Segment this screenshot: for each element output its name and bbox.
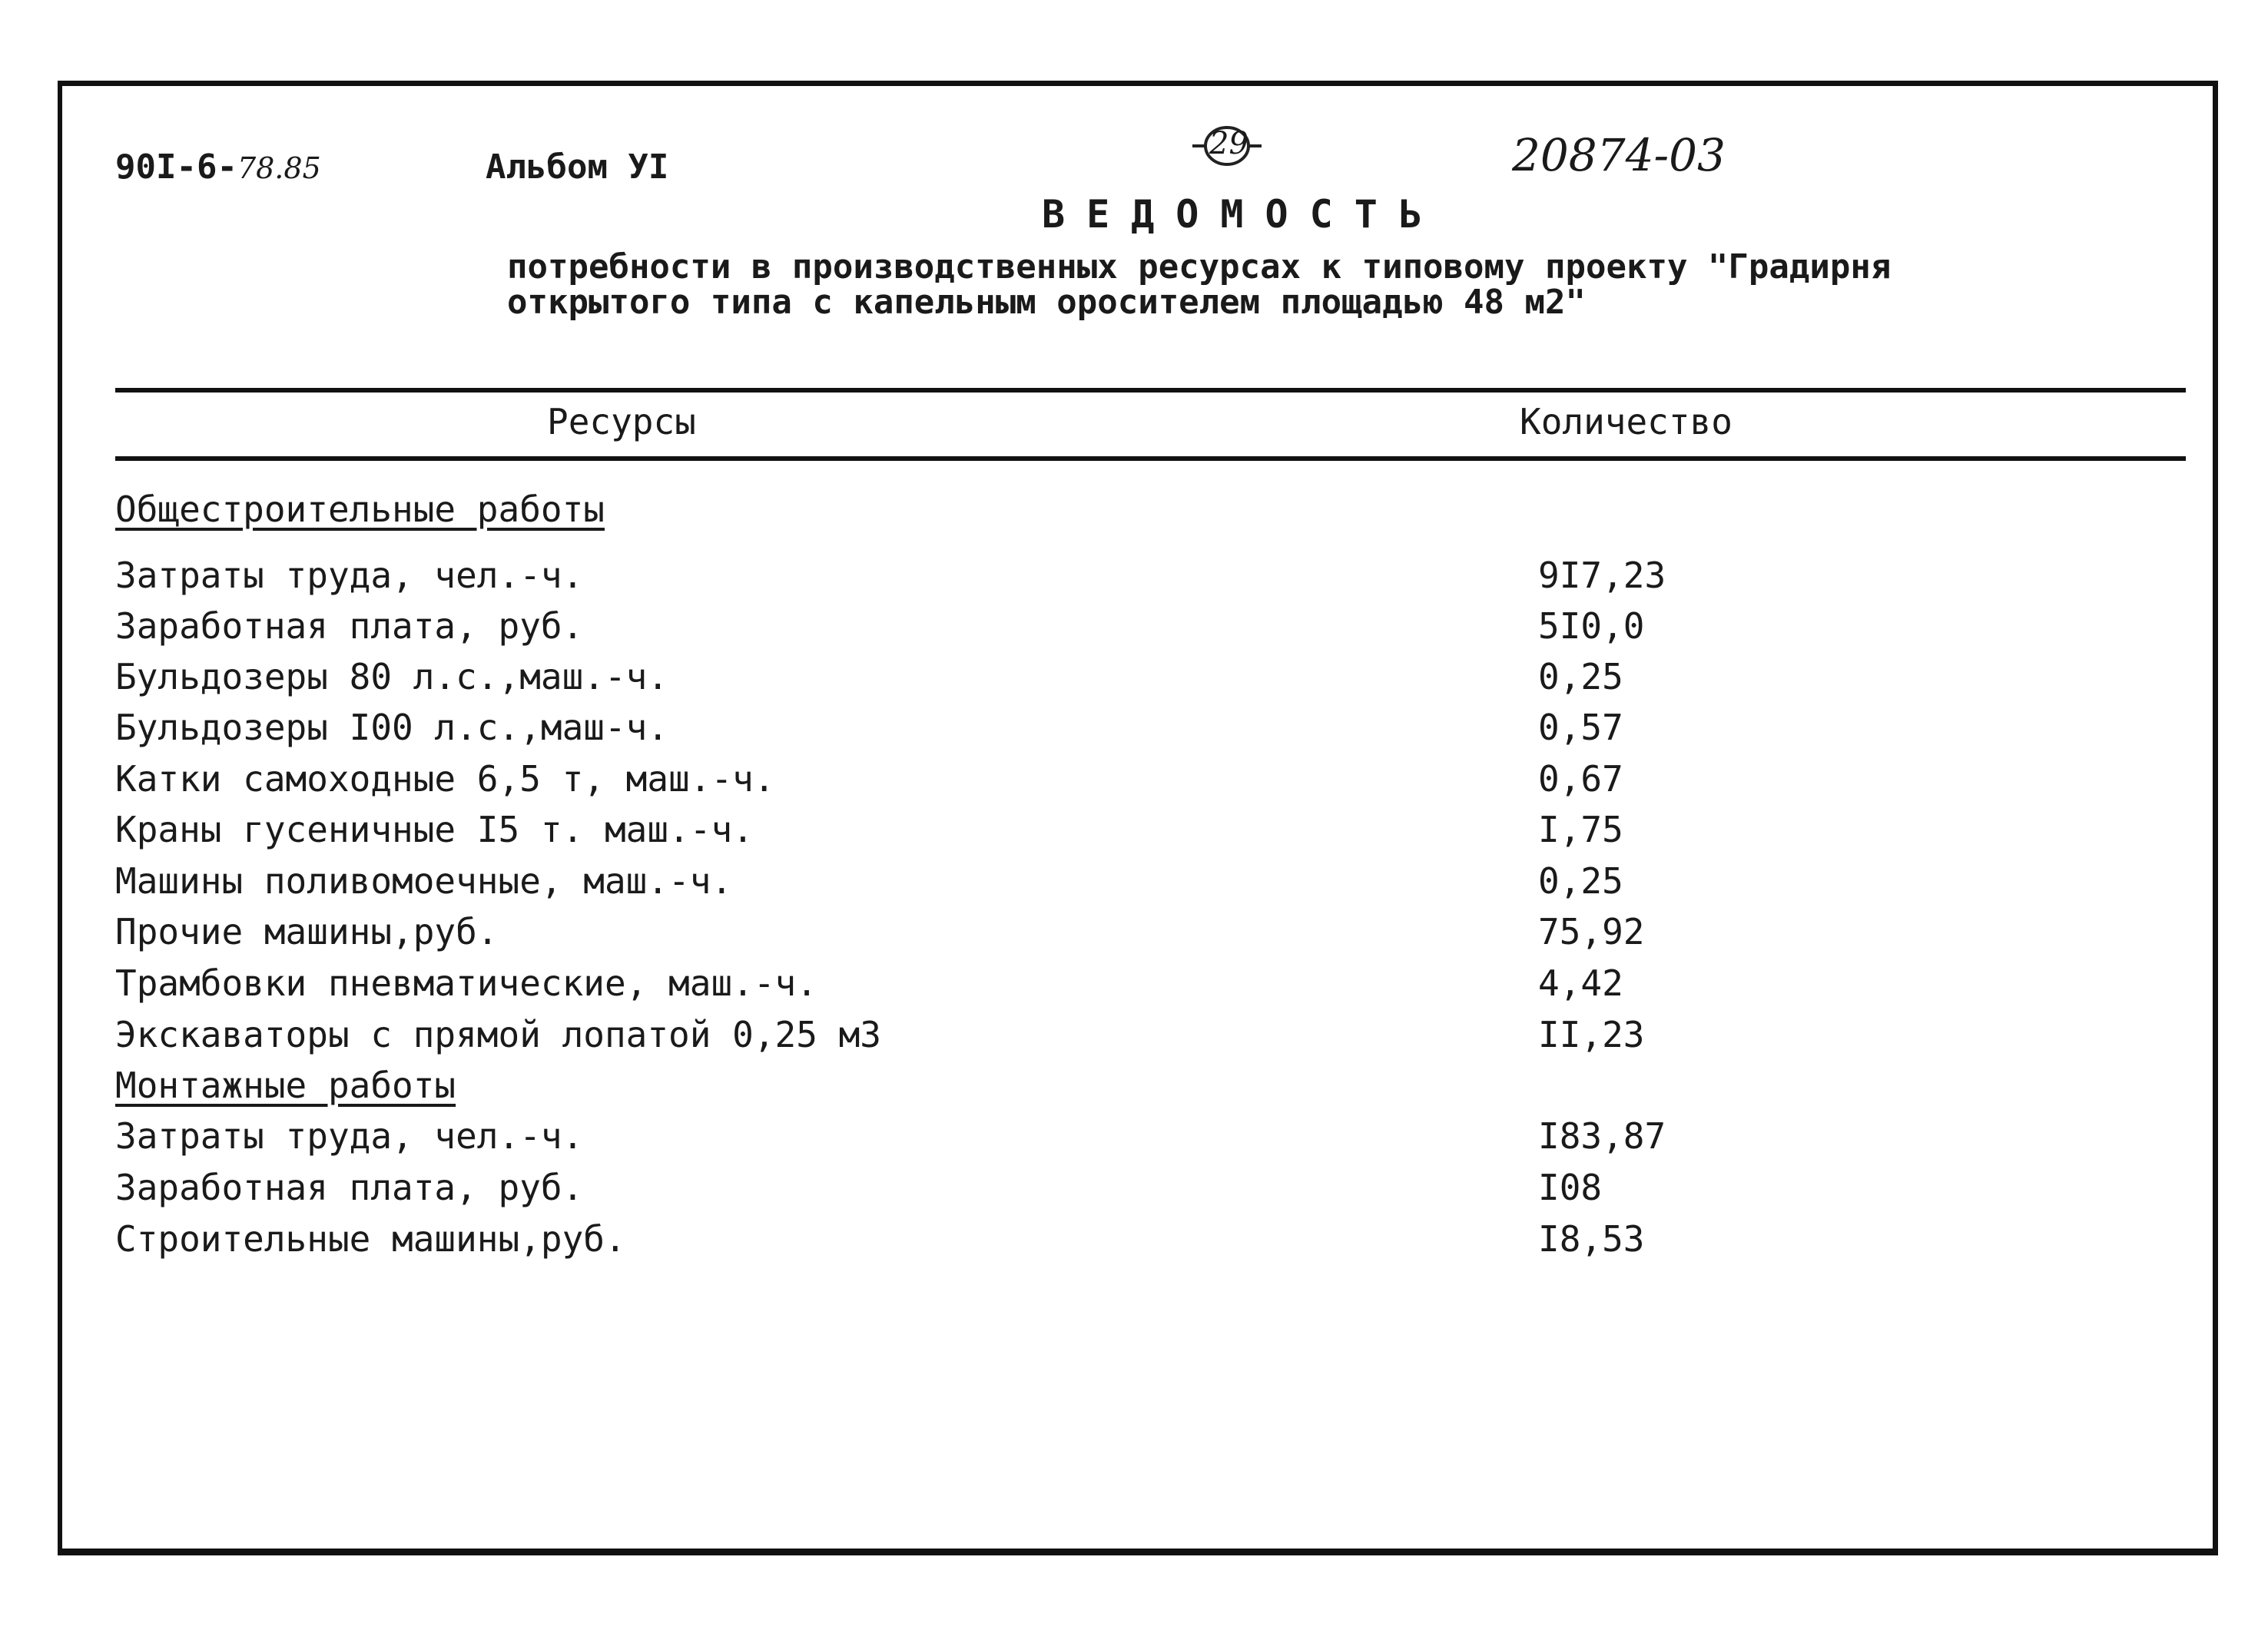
table-row-value: 0,25 <box>1538 860 1623 902</box>
table-row-value: 75,92 <box>1538 911 1645 952</box>
table-row-label: Затраты труда, чел.-ч. <box>115 1115 584 1157</box>
section-title: Общестроительные работы <box>115 489 605 530</box>
column-header-resource: Ресурсы <box>547 401 696 442</box>
page-number: 29 <box>1209 126 1248 161</box>
table-row-value: I83,87 <box>1538 1115 1666 1157</box>
inventory-number: 20874-03 <box>1512 129 1726 181</box>
subtitle-line-1: потребности в производственных ресурсах к типовому проекту "Градирня <box>507 247 1892 287</box>
table-row-label: Заработная плата, руб. <box>115 1167 584 1208</box>
document-subtitle <box>507 247 1892 322</box>
document-title: ВЕДОМОСТЬ <box>1042 192 1444 237</box>
table-row-value: 0,67 <box>1538 758 1623 800</box>
table-row-value: 4,42 <box>1538 962 1623 1004</box>
table-row-value: 0,57 <box>1538 707 1623 748</box>
table-row-label: Бульдозеры 80 л.с.,маш.-ч. <box>115 656 669 697</box>
table-row-value: 0,25 <box>1538 656 1623 697</box>
table-row-value: I,75 <box>1538 809 1623 850</box>
table-row-value: 9I7,23 <box>1538 555 1666 596</box>
table-row-label: Краны гусеничные I5 т. маш.-ч. <box>115 809 754 850</box>
table-header-rule <box>115 456 2186 461</box>
table-row-value: 5I0,0 <box>1538 605 1645 647</box>
table-row-value: I8,53 <box>1538 1218 1645 1260</box>
album-label: Альбом УI <box>486 147 669 187</box>
table-row-value: II,23 <box>1538 1014 1645 1055</box>
table-row-label: Машины поливомоечные, маш.-ч. <box>115 860 733 902</box>
page-number-stamp <box>1192 123 1262 169</box>
document-code-handwritten: 78.85 <box>237 151 321 185</box>
table-row-label: Строительные машины,руб. <box>115 1218 626 1260</box>
table-row-label: Заработная плата, руб. <box>115 605 584 647</box>
subtitle-line-2: открытого типа с капельным оросителем площадью 48 м2" <box>507 283 1586 322</box>
table-row-label: Затраты труда, чел.-ч. <box>115 555 584 596</box>
document-code-printed: 90I-6- <box>115 147 237 187</box>
column-header-quantity: Количество <box>1520 401 1732 442</box>
table-row-label: Экскаваторы с прямой лопатой 0,25 м3 <box>115 1014 881 1055</box>
table-top-rule <box>115 388 2186 393</box>
table-row-label: Прочие машины,руб. <box>115 911 499 952</box>
document-code <box>115 147 321 187</box>
table-row-label: Катки самоходные 6,5 т, маш.-ч. <box>115 758 775 800</box>
table-row-label: Бульдозеры I00 л.с.,маш-ч. <box>115 707 669 748</box>
section-title: Монтажные работы <box>115 1065 456 1106</box>
table-row-value: I08 <box>1538 1167 1603 1208</box>
table-row-label: Трамбовки пневматические, маш.-ч. <box>115 962 817 1004</box>
